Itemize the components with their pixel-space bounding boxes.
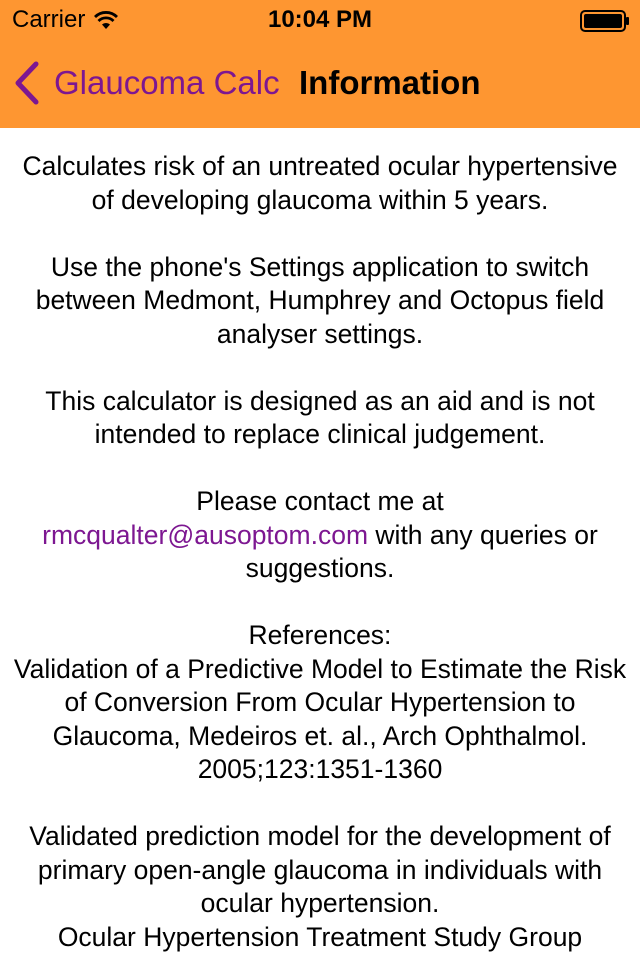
- references-heading: References:: [248, 620, 392, 650]
- reference-1: Validation of a Predictive Model to Estimate the Risk of Conversion From Ocular Hypertension to Glaucoma, Medeiros et. al., Arch Ophthalmol. 2005;123:1351-1360: [13, 653, 627, 784]
- back-button-label: Glaucoma Calc: [54, 64, 280, 101]
- disclaimer-paragraph: This calculator is designed as an aid and is not intended to replace clinical judgement.: [45, 385, 595, 449]
- references-section: [0, 619, 640, 787]
- settings-paragraph: Use the phone's Settings application to switch between Medmont, Humphrey and Octopus field analyser settings.: [35, 251, 605, 349]
- contact-text-before: Please contact me at: [196, 486, 444, 516]
- status-bar: [0, 0, 640, 40]
- contact-text-after: with any queries or suggestions.: [245, 519, 598, 583]
- description-paragraph: Calculates risk of an untreated ocular hypertensive of developing glaucoma within 5 years.: [22, 151, 618, 215]
- battery-full-icon: [580, 10, 630, 32]
- carrier-label: Carrier: [12, 6, 86, 33]
- chevron-left-icon: [12, 61, 42, 105]
- information-content: [0, 150, 640, 954]
- header: [0, 0, 640, 128]
- status-time: 10:04 PM: [267, 6, 373, 33]
- reference-2-continued: Ocular Hypertension Treatment Study Group: [57, 921, 583, 952]
- navigation-bar: [0, 40, 640, 128]
- page-title: Information: [299, 64, 481, 101]
- back-button[interactable]: [12, 58, 280, 108]
- email-link[interactable]: rmcqualter@ausoptom.com: [42, 519, 369, 550]
- reference-2-text: Validated prediction model for the development of primary open-angle glaucoma in individuals with ocular hypertension.: [29, 821, 611, 918]
- contact-paragraph: [0, 485, 640, 586]
- reference-2: [0, 820, 640, 954]
